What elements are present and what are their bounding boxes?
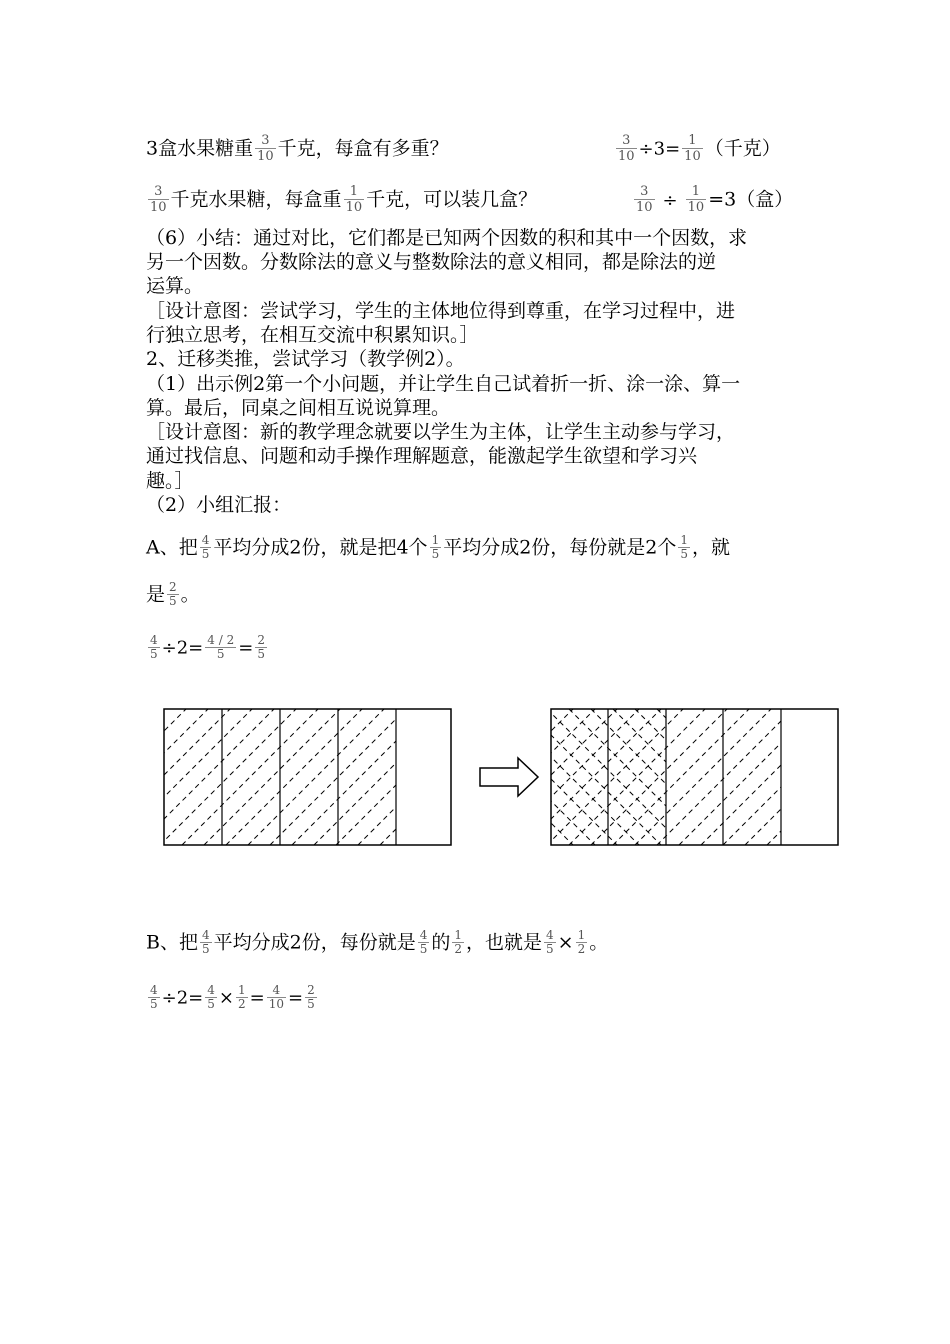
- problem-1: 3盒水果糖重 $\frac{3}{10}$ 千克，每盒有多重？: [146, 133, 449, 164]
- hatch-line: [833, 709, 950, 845]
- hatch-line: [767, 709, 903, 845]
- step-1-line-2: 算。最后，同桌之间相互说说算理。: [146, 397, 451, 419]
- fraction: $\frac{4 / 2}{5}$: [207, 633, 235, 661]
- hatch-line: [50, 709, 186, 845]
- fraction: $\frac{1}{5}$: [431, 533, 440, 561]
- fraction: $\frac{4}{5}$: [201, 533, 210, 561]
- hatch-line: [72, 709, 208, 845]
- hatch-line: [292, 709, 428, 845]
- hatch-line: [94, 709, 230, 845]
- hatch-line: [789, 709, 925, 845]
- hatch-line: [877, 709, 950, 845]
- fraction: $\frac{3}{10}$: [636, 184, 653, 215]
- fraction: $\frac{1}{10}$: [345, 184, 363, 215]
- hatch-line: [701, 709, 837, 845]
- hatch-line: [160, 709, 296, 845]
- fraction: $\frac{1}{10}$: [684, 133, 701, 164]
- step-2-heading: （2）小组汇报：: [146, 494, 292, 516]
- method-b-line: B、把 $\frac{4}{5}$ 平均分成2份，每份就是 $\frac{4}{5}$ 的 $\frac{1}{2}$ ，也就是 $\frac{4}{5}$ × $\frac{1}{2}$ 。: [146, 928, 609, 956]
- fraction: $\frac{1}{5}$: [680, 533, 689, 561]
- step-1-line-1: （1）出示例2第一个小问题，并让学生自己试着折一折、涂一涂、算一: [146, 373, 741, 395]
- method-a-line-1: A、把 $\frac{4}{5}$ 平均分成2份，就是把4个 $\frac{1}{5}$ 平均分成2份，每份就是2个 $\frac{1}{5}$ ，就: [146, 533, 731, 561]
- hatch-line: [789, 709, 925, 845]
- design-note-4: 通过找信息、问题和动手操作理解题意，能激起学生欲望和学习兴: [146, 445, 698, 467]
- section-heading: 2、迁移类推，尝试学习（教学例2）。: [146, 348, 465, 370]
- fraction: $\frac{4}{5}$: [419, 928, 428, 956]
- fraction: $\frac{4}{5}$: [201, 928, 210, 956]
- method-a-line-2: 是 $\frac{2}{5}$ 。: [146, 580, 200, 608]
- fraction: $\frac{1}{2}$: [238, 983, 246, 1011]
- method-a-equation: $\frac{4}{5}$ ÷2= $\frac{4 / 2}{5}$ = $\frac{2}{5}$: [150, 633, 265, 661]
- fraction: $\frac{4}{10}$: [268, 983, 285, 1011]
- summary-line-3: 运算。: [146, 275, 204, 297]
- hatch-line: [116, 709, 252, 845]
- right-rectangle: [551, 709, 838, 845]
- fraction: $\frac{2}{5}$: [307, 983, 315, 1011]
- summary-line-1: （6）小结：通过对比，它们都是已知两个因数的积和其中一个因数，求: [146, 227, 748, 249]
- hatch-line: [767, 709, 903, 845]
- hatch-line: [358, 709, 494, 845]
- fraction: $\frac{1}{10}$: [687, 184, 705, 215]
- design-note-2: 行独立思考，在相互交流中积累知识。］: [146, 324, 479, 346]
- hatch-line: [745, 709, 881, 845]
- hatch-line: [138, 709, 274, 845]
- fraction-diagram: [0, 700, 950, 870]
- fraction: $\frac{3}{10}$: [257, 133, 274, 164]
- fraction: $\frac{4}{5}$: [207, 983, 215, 1011]
- hatch-line: [899, 709, 950, 845]
- hatch-line: [182, 709, 318, 845]
- method-b-equation: $\frac{4}{5}$ ÷2= $\frac{4}{5}$ × $\frac{1}{2}$ = $\frac{4}{10}$ = $\frac{2}{5}$: [150, 983, 315, 1011]
- left-rectangle: [164, 709, 451, 845]
- hatch-line: [226, 709, 362, 845]
- hatch-line: [314, 709, 450, 845]
- design-note-5: 趣。］: [146, 470, 194, 492]
- problem-2: $\frac{3}{10}$ 千克水果糖，每盒重 $\frac{1}{10}$ 千克，可以装几盒？: [150, 184, 538, 215]
- hatch-line: [679, 709, 815, 845]
- fraction: $\frac{2}{5}$: [169, 580, 177, 608]
- hatch-line: [811, 709, 947, 845]
- hatch-line: [248, 709, 384, 845]
- hatch-line: [657, 709, 793, 845]
- equation-1: $\frac{3}{10}$ ÷3= $\frac{1}{10}$ （千克）: [618, 133, 781, 164]
- summary-line-2: 另一个因数。分数除法的意义与整数除法的意义相同，都是除法的逆: [146, 251, 717, 273]
- equation-2: $\frac{3}{10}$ ÷ $\frac{1}{10}$ =3（盒）: [636, 184, 794, 215]
- fraction: $\frac{4}{5}$: [150, 633, 158, 661]
- design-note-1: ［设计意图：尝试学习，学生的主体地位得到尊重，在学习过程中，进: [146, 300, 736, 322]
- fraction: $\frac{2}{5}$: [257, 633, 265, 661]
- arrow-right-icon: [480, 758, 538, 796]
- fraction: $\frac{1}{2}$: [577, 928, 586, 956]
- hatch-line: [28, 709, 164, 845]
- fraction: $\frac{4}{5}$: [546, 928, 554, 956]
- fraction: $\frac{1}{2}$: [454, 928, 462, 956]
- fraction: $\frac{3}{10}$: [618, 133, 635, 164]
- design-note-3: ［设计意图：新的教学理念就要以学生为主体，让学生主动参与学习，: [146, 421, 736, 443]
- hatch-line: [204, 709, 340, 845]
- fraction: $\frac{4}{5}$: [150, 983, 158, 1011]
- hatch-line: [855, 709, 950, 845]
- fraction: $\frac{3}{10}$: [150, 184, 167, 215]
